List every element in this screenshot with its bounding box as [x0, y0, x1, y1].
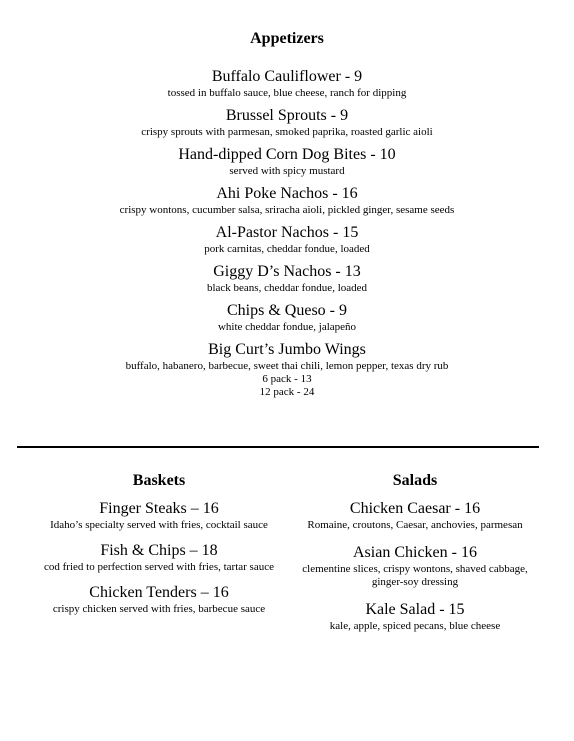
item-name: Big Curt’s Jumbo Wings — [208, 341, 366, 358]
item-name: Al-Pastor Nachos - 15 — [215, 224, 359, 241]
item-name: Giggy D’s Nachos - 13 — [213, 263, 361, 280]
menu-item — [0, 183, 574, 217]
menu-item — [0, 144, 574, 178]
menu-item — [30, 498, 288, 532]
menu-item — [295, 498, 535, 532]
item-description: kale, apple, spiced pecans, blue cheese — [329, 620, 501, 632]
menu-item — [0, 300, 574, 334]
item-name: Finger Steaks – 16 — [99, 500, 219, 517]
item-description: cod fried to perfection served with fries, tartar sauce — [44, 561, 274, 573]
baskets-heading: Baskets — [132, 472, 186, 489]
item-description: black beans, cheddar fondue, loaded — [206, 282, 368, 294]
item-description: crispy chicken served with fries, barbecue sauce — [52, 603, 266, 615]
item-name: Asian Chicken - 16 — [353, 544, 477, 561]
item-description: Romaine, croutons, Caesar, anchovies, parmesan — [307, 519, 523, 531]
menu-item — [0, 105, 574, 139]
appetizers-list — [0, 66, 574, 404]
item-description: tossed in buffalo sauce, blue cheese, ranch for dipping — [167, 87, 407, 99]
menu-item — [295, 599, 535, 633]
salads-column — [295, 472, 535, 643]
item-name: Brussel Sprouts - 9 — [225, 107, 349, 124]
item-name: Kale Salad - 15 — [365, 601, 465, 618]
section-divider — [17, 446, 539, 448]
wing-size-12: 12 pack - 24 — [259, 386, 315, 398]
salads-heading: Salads — [392, 472, 438, 489]
menu-item — [295, 542, 535, 589]
menu-item — [0, 339, 574, 399]
item-description: clementine slices, crispy wontons, shaved cabbage, ginger-soy dressing — [302, 563, 528, 588]
item-name: Hand-dipped Corn Dog Bites - 10 — [178, 146, 396, 163]
baskets-column — [30, 472, 288, 624]
item-name: Chips & Queso - 9 — [227, 302, 347, 319]
menu-item — [0, 222, 574, 256]
item-description: crispy sprouts with parmesan, smoked paprika, roasted garlic aioli — [141, 126, 433, 138]
menu-item — [30, 540, 288, 574]
item-description: Idaho’s specialty served with fries, cocktail sauce — [50, 519, 268, 531]
item-description: crispy wontons, cucumber salsa, sriracha aioli, pickled ginger, sesame seeds — [119, 204, 455, 216]
appetizers-heading: Appetizers — [250, 30, 324, 47]
item-description: white cheddar fondue, jalapeño — [217, 321, 357, 333]
wing-size-6: 6 pack - 13 — [262, 373, 312, 385]
item-description: buffalo, habanero, barbecue, sweet thai chili, lemon pepper, texas dry rub — [125, 360, 449, 372]
item-description: served with spicy mustard — [229, 165, 345, 177]
item-name: Buffalo Cauliflower - 9 — [211, 68, 363, 85]
menu-item — [30, 582, 288, 616]
item-name: Chicken Caesar - 16 — [349, 500, 481, 517]
menu-item — [0, 66, 574, 100]
menu-item — [0, 261, 574, 295]
item-name: Fish & Chips – 18 — [100, 542, 218, 559]
item-description: pork carnitas, cheddar fondue, loaded — [204, 243, 370, 255]
item-name: Chicken Tenders – 16 — [89, 584, 229, 601]
item-name: Ahi Poke Nachos - 16 — [216, 185, 358, 202]
